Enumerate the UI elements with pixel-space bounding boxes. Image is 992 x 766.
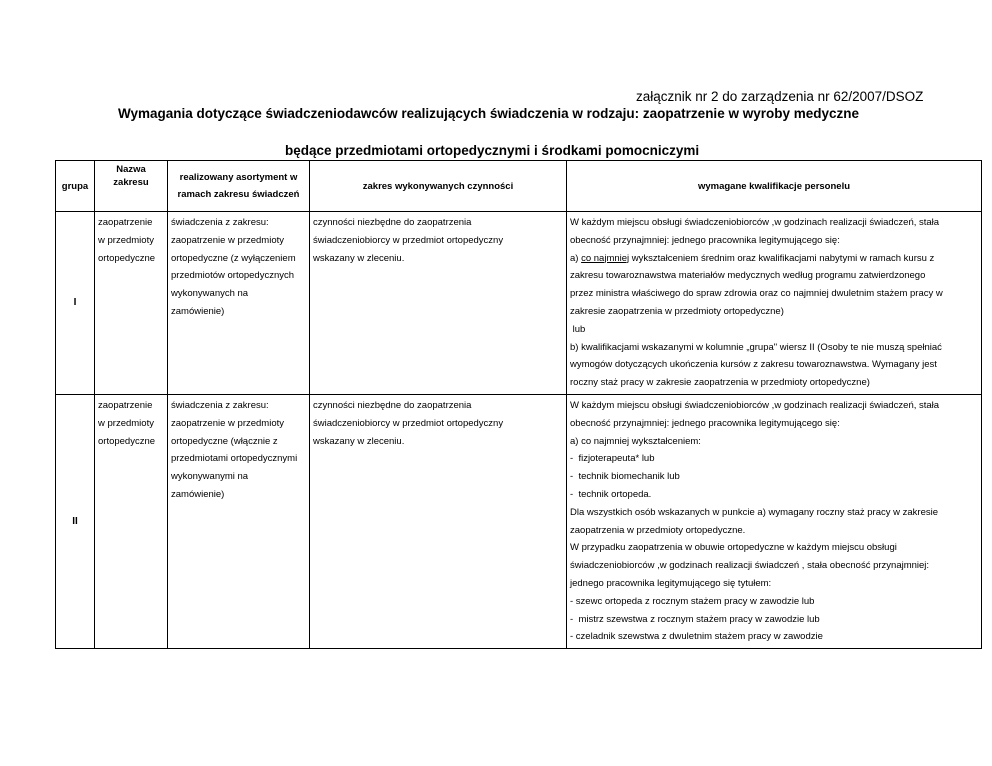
underlined-text: co najmniej	[581, 252, 630, 264]
cell-line: ortopedyczne (włącznie z	[171, 435, 278, 447]
cell-line: wykonywanymi na	[171, 471, 249, 483]
cell-line: przedmiotami ortopedycznymi	[171, 453, 298, 465]
cell-line: obecność przynajmniej: jednego pracownika legitymującego się:	[570, 234, 840, 246]
cell-line: b) kwalifikacjami wskazanymi w kolumnie „grupa" wiersz II (Osoby te nie muszą spełniać	[570, 341, 942, 353]
cell-line: - mistrz szewstwa z rocznym stażem pracy w zawodzie lub	[570, 613, 820, 625]
col-header-czynnosci: zakres wykonywanych czynności	[310, 161, 567, 212]
cell-line: zakresie zaopatrzenia w przedmioty ortopedyczne)	[570, 305, 784, 317]
cell-line: przedmiotów ortopedycznych	[171, 270, 295, 282]
cell-line: czynności niezbędne do zaopatrzenia	[313, 217, 472, 228]
cell-line: wskazany w zleceniu.	[313, 435, 405, 447]
cell-kwalifikacje	[567, 394, 982, 648]
cell-line: obecność przynajmniej: jednego pracownika legitymującego się:	[570, 417, 840, 429]
cell-line: Dla wszystkich osób wskazanych w punkcie a) wymagany roczny staż pracy w zakresie	[570, 506, 938, 518]
col-header-kwalifikacje: wymagane kwalifikacje personelu	[567, 161, 982, 212]
cell-line: zamówienie)	[171, 488, 225, 500]
cell-line: przez ministra właściwego do spraw zdrowia oraz co najmniej dwuletnim stażem pracy w	[570, 288, 943, 300]
cell-line: - fizjoterapeuta* lub	[570, 453, 655, 465]
cell-line: zaopatrzenie	[98, 399, 153, 411]
cell-line: wymogów dotyczących ukończenia kursów z zakresu towaroznawstwa. Wymagany jest	[570, 359, 937, 371]
cell-line: czynności niezbędne do zaopatrzenia	[313, 399, 472, 411]
requirements-table	[55, 160, 982, 649]
cell-line: lub	[570, 323, 586, 335]
col-header-asortyment-line1: realizowany asortyment w	[179, 172, 298, 183]
cell-nazwa-zakresu	[95, 394, 168, 648]
cell-line: świadczenia z zakresu:	[171, 217, 269, 228]
cell-line: - szewc ortopeda z rocznym stażem pracy w zawodzie lub	[570, 595, 815, 607]
col-header-nazwa-line1: Nazwa	[116, 164, 146, 175]
cell-line: - czeladnik szewstwa z dwuletnim stażem pracy w zawodzie	[570, 631, 823, 643]
cell-line: zaopatrzenie w przedmioty	[171, 234, 284, 246]
table-row	[56, 212, 982, 395]
col-header-grupa: grupa	[56, 161, 95, 212]
cell-asortyment	[168, 212, 310, 395]
cell-line: - technik biomechanik lub	[570, 471, 680, 483]
col-header-nazwa-zakresu	[95, 161, 168, 212]
annex-reference: załącznik nr 2 do zarządzenia nr 62/2007/DSOZ	[636, 89, 924, 104]
cell-line: ortopedyczne (z wyłączeniem	[171, 252, 296, 264]
cell-line: świadczenia z zakresu:	[171, 399, 269, 411]
text-fragment: wykształceniem średnim oraz kwalifikacjami nabytymi w ramach kursu z	[629, 252, 935, 264]
cell-line: wykonywanych na	[171, 288, 249, 300]
cell-line: zamówienie)	[171, 305, 225, 317]
cell-line: w przedmioty	[98, 234, 154, 246]
cell-line: zaopatrzenia w przedmioty ortopedyczne.	[570, 524, 746, 536]
document-subtitle: będące przedmiotami ortopedycznymi i środkami pomocniczymi	[285, 143, 700, 158]
col-header-nazwa-line2: zakresu	[113, 177, 149, 188]
cell-line: W przypadku zaopatrzenia w obuwie ortopedyczne w każdym miejscu obsługi	[570, 542, 897, 554]
document-title: Wymagania dotyczące świadczeniodawców realizujących świadczenia w rodzaju: zaopatrzenie w wyroby medyczne	[118, 106, 859, 121]
cell-line: ortopedyczne	[98, 252, 156, 264]
cell-line: jednego pracownika legitymującego się tytułem:	[570, 577, 772, 589]
table-header-row	[56, 161, 982, 212]
cell-asortyment	[168, 394, 310, 648]
cell-line	[570, 250, 978, 268]
cell-kwalifikacje	[567, 212, 982, 395]
cell-line: roczny staż pracy w zakresie zaopatrzenia w przedmioty ortopedyczne)	[570, 377, 870, 389]
cell-grupa: I	[56, 212, 95, 395]
cell-czynnosci	[310, 394, 567, 648]
cell-line: zaopatrzenie	[98, 217, 153, 228]
cell-line: a) co najmniej wykształceniem:	[570, 435, 701, 447]
cell-czynnosci	[310, 212, 567, 395]
cell-line: wskazany w zleceniu.	[313, 252, 405, 264]
cell-line: ortopedyczne	[98, 435, 156, 447]
cell-grupa: II	[56, 394, 95, 648]
table-row	[56, 394, 982, 648]
cell-line: w przedmioty	[98, 417, 154, 429]
col-header-asortyment	[168, 161, 310, 212]
cell-line: świadczeniobiorców ,w godzinach realizacji świadczeń , stała obecność przynajmniej:	[570, 560, 930, 572]
cell-line: W każdym miejscu obsługi świadczeniobiorców ,w godzinach realizacji świadczeń, stała	[570, 217, 940, 228]
text-fragment: a)	[570, 252, 582, 264]
cell-line: - technik ortopeda.	[570, 488, 652, 500]
cell-line: W każdym miejscu obsługi świadczeniobiorców ,w godzinach realizacji świadczeń, stała	[570, 399, 940, 411]
cell-nazwa-zakresu	[95, 212, 168, 395]
col-header-asortyment-line2: ramach zakresu świadczeń	[177, 189, 300, 200]
cell-line: zaopatrzenie w przedmioty	[171, 417, 284, 429]
cell-line: świadczeniobiorcy w przedmiot ortopedyczny	[313, 234, 504, 246]
cell-line: zakresu towaroznawstwa materiałów medycznych według programu zatwierdzonego	[570, 270, 926, 282]
cell-line: świadczeniobiorcy w przedmiot ortopedyczny	[313, 417, 504, 429]
